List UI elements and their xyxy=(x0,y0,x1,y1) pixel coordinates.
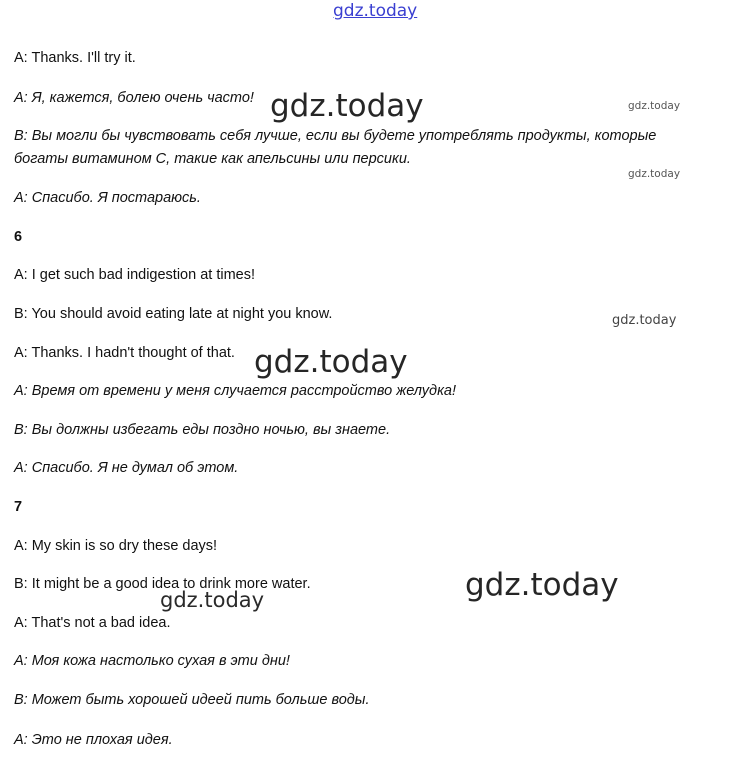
dialogue-line: B: Вы должны избегать еды поздно ночью, вы знаете. xyxy=(14,422,391,438)
dialogue-line: A: My skin is so dry these days! xyxy=(14,538,218,554)
dialogue-line: A: I get such bad indigestion at times! xyxy=(14,267,255,283)
dialogue-line: А: Спасибо. Я постараюсь. xyxy=(14,190,201,206)
dialogue-line: A: Спасибо. Я не думал об этом. xyxy=(14,460,239,476)
dialogue-line: богаты витамином С, такие как апельсины или персики. xyxy=(14,151,411,167)
dialogue-line: A: Моя кожа настолько сухая в эти дни! xyxy=(14,653,290,669)
watermark: gdz.today xyxy=(612,313,677,328)
section-number: 6 xyxy=(14,229,23,245)
dialogue-line: B: It might be a good idea to drink more water. xyxy=(14,576,311,592)
dialogue-line: A: Я, кажется, болею очень часто! xyxy=(14,90,254,106)
watermark-top: gdz.today xyxy=(333,1,418,21)
watermark: gdz.today xyxy=(465,567,619,603)
dialogue-line: B: Может быть хорошей идеей пить больше воды. xyxy=(14,692,370,708)
dialogue-line: A: Это не плохая идея. xyxy=(14,732,173,748)
dialogue-line: A: Время от времени у меня случается расстройство желудка! xyxy=(14,383,457,399)
watermark: gdz.today xyxy=(270,88,424,124)
dialogue-line: A: Thanks. I hadn't thought of that. xyxy=(14,345,235,361)
section-number: 7 xyxy=(14,499,23,515)
watermark: gdz.today xyxy=(254,344,408,380)
watermark: gdz.today xyxy=(628,100,681,112)
dialogue-line: B: You should avoid eating late at night you know. xyxy=(14,306,333,322)
dialogue-line: B: Вы могли бы чувствовать себя лучше, если вы будете употреблять продукты, которые xyxy=(14,128,657,144)
dialogue-line: A: Thanks. I'll try it. xyxy=(14,50,136,66)
dialogue-line: A: That's not a bad idea. xyxy=(14,615,171,631)
watermark: gdz.today xyxy=(160,588,265,612)
watermark: gdz.today xyxy=(628,168,681,180)
